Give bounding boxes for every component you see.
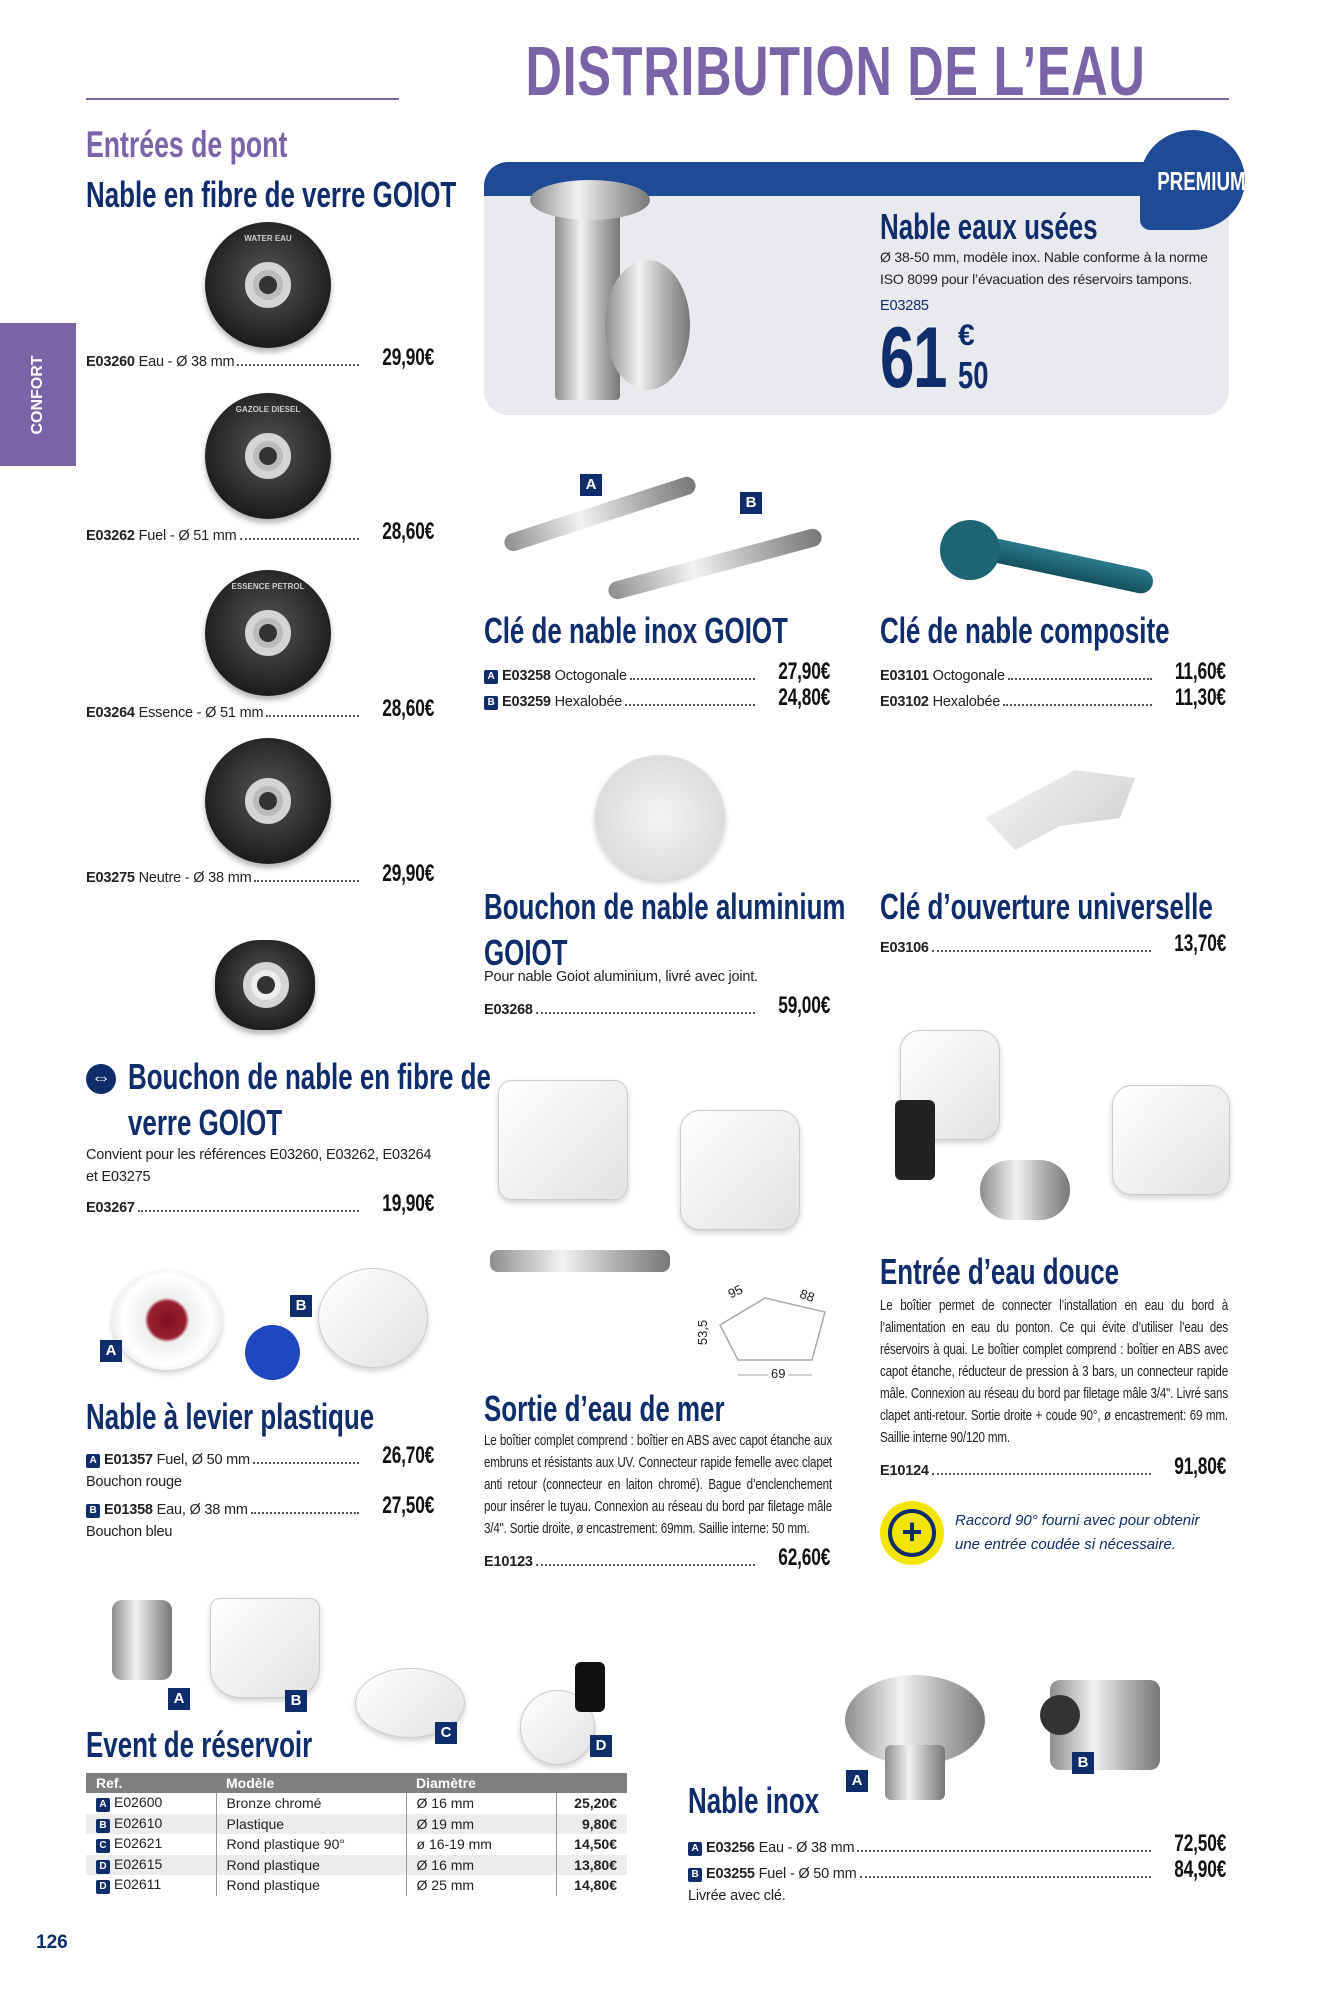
product-image-nable-eau bbox=[205, 222, 331, 348]
product-code: E03106 bbox=[880, 940, 929, 956]
letter-badge: B bbox=[688, 1868, 702, 1882]
product-title: Sortie d’eau de mer bbox=[484, 1388, 725, 1429]
product-desc: Le boîtier permet de connecter l’installation en eau du bord à l’alimentation en eau du ponton. Ce qui évite d’utiliser l’eau des réservoirs à quai. Le boîtier complet comprend : boîtier en ABS avec capot étanche, réducteur de pression à 3 bars, un connecteur rapide mâle. Connexion au réseau du bord par filetage mâle 3/4". Livré sans clapet anti-retour. Sortie droite + coude 90°, ø encastrement: 69 mm. Saillie interne 90/120 mm. bbox=[880, 1298, 1228, 1446]
image-marking: GAZOLE DIESEL bbox=[235, 405, 301, 414]
product-code: E10124 bbox=[880, 1463, 929, 1479]
product-title: Nable en fibre de verre GOIOT bbox=[86, 174, 457, 215]
model: Rond plastique bbox=[216, 1875, 406, 1896]
product-image-cle-inox-b bbox=[606, 527, 823, 601]
col-header-model: Modèle bbox=[216, 1773, 406, 1793]
label-b: B bbox=[290, 1295, 312, 1317]
price-line bbox=[688, 1858, 1226, 1882]
model: Rond plastique bbox=[216, 1855, 406, 1876]
product-code: E03256 bbox=[706, 1840, 755, 1856]
price: 24,80€ bbox=[778, 684, 830, 711]
product-title: Clé d’ouverture universelle bbox=[880, 886, 1213, 927]
table-row bbox=[86, 1855, 627, 1876]
price: 26,70€ bbox=[382, 1442, 434, 1469]
table-row bbox=[86, 1814, 627, 1835]
product-desc: Le boîtier complet comprend : boîtier en ABS avec capot étanche aux embruns et résistants aux UV. Connecteur rapide femelle avec clapet anti retour (connecteur en laiton chromé). Bague d’enclenchement pour insérer le tuyau. Connexion au réseau du bord par filetage mâle 3/4". Sortie droite, ø encastrement: 69mm. Saillie interne: 50 mm. bbox=[484, 1433, 832, 1537]
dim-label: 69 bbox=[768, 1366, 788, 1381]
label-b: B bbox=[740, 492, 762, 514]
letter-badge: D bbox=[96, 1880, 110, 1894]
product-note: Bouchon bleu bbox=[86, 1524, 173, 1540]
price: 91,80€ bbox=[1174, 1453, 1226, 1480]
model: Bronze chromé bbox=[216, 1793, 406, 1814]
product-desc: Octogonale bbox=[554, 668, 627, 684]
entree-douce-block bbox=[880, 1253, 1228, 1565]
price: 62,60€ bbox=[778, 1544, 830, 1571]
letter-badge: D bbox=[96, 1860, 110, 1874]
header-rule-left bbox=[86, 98, 399, 100]
product-note: Livrée avec clé. bbox=[688, 1888, 786, 1904]
price-decimals: 50 bbox=[958, 355, 989, 397]
diameter: ø 16-19 mm bbox=[406, 1834, 556, 1855]
price: 11,30€ bbox=[1174, 684, 1226, 711]
label-a: A bbox=[100, 1340, 122, 1362]
price: 59,00€ bbox=[778, 992, 830, 1019]
image-marking: WATER EAU bbox=[244, 234, 292, 243]
col-header-ref: Ref. bbox=[86, 1773, 216, 1793]
label-b: B bbox=[1072, 1752, 1094, 1774]
price: 13,80€ bbox=[556, 1855, 627, 1876]
product-image-sortie-pieces bbox=[490, 1250, 670, 1272]
price-line bbox=[484, 660, 830, 684]
price: 14,80€ bbox=[574, 1877, 617, 1894]
page-title: DISTRIBUTION DE L’EAU bbox=[525, 32, 1146, 110]
table-row bbox=[86, 1834, 627, 1855]
product-desc: Ø 38-50 mm, modèle inox. Nable conforme à la norme ISO 8099 pour l’évacuation des réservoirs tampons. bbox=[880, 249, 1208, 287]
price: 28,60€ bbox=[382, 518, 434, 545]
price: 29,90€ bbox=[382, 344, 434, 371]
product-title-line2: verre GOIOT bbox=[128, 1102, 283, 1143]
table-row bbox=[86, 1793, 627, 1814]
product-code: E03255 bbox=[706, 1866, 755, 1882]
sortie-mer-block bbox=[484, 1390, 832, 1570]
price-line bbox=[880, 660, 1226, 684]
price-currency: € bbox=[958, 319, 975, 352]
product-desc: Fuel - Ø 50 mm bbox=[758, 1866, 857, 1882]
model: Rond plastique 90° bbox=[216, 1834, 406, 1855]
product-image-entree-capot bbox=[1112, 1085, 1230, 1195]
product-image-nable-fuel bbox=[205, 393, 331, 519]
price-line bbox=[86, 1494, 434, 1518]
ref: E02610 bbox=[114, 1814, 163, 1831]
product-title: Bouchon de nable en fibre de bbox=[128, 1056, 491, 1097]
ref: E02611 bbox=[114, 1876, 162, 1893]
product-code: E03262 bbox=[86, 528, 135, 544]
product-code: E03258 bbox=[502, 668, 551, 684]
product-code: E03264 bbox=[86, 705, 135, 721]
product-image-entree-coude bbox=[980, 1160, 1070, 1220]
letter-badge: B bbox=[484, 696, 498, 710]
label-b: B bbox=[285, 1690, 307, 1712]
product-image-levier-a bbox=[112, 1270, 222, 1370]
image-marking: ESSENCE PETROL bbox=[231, 582, 305, 591]
product-image-event-b bbox=[210, 1598, 320, 1698]
product-desc: Essence - Ø 51 mm bbox=[138, 705, 264, 721]
label-c: C bbox=[435, 1722, 457, 1744]
letter-badge: A bbox=[86, 1454, 100, 1468]
letter-badge: A bbox=[688, 1842, 702, 1856]
product-desc: Pour nable Goiot aluminium, livré avec joint. bbox=[484, 969, 758, 985]
product-title: Nable eaux usées bbox=[880, 206, 1098, 247]
product-title: Clé de nable composite bbox=[880, 610, 1170, 651]
product-desc: Neutre - Ø 38 mm bbox=[138, 870, 252, 886]
letter-badge: A bbox=[484, 670, 498, 684]
product-desc: Hexalobée bbox=[554, 694, 623, 710]
dim-label: 53,5 bbox=[695, 1319, 711, 1346]
side-tab-label: CONFORT bbox=[29, 355, 46, 435]
product-image-cle-universelle bbox=[985, 770, 1135, 850]
price-line bbox=[86, 520, 434, 544]
price: 11,60€ bbox=[1174, 658, 1226, 685]
product-desc: Hexalobée bbox=[932, 694, 1001, 710]
price-line bbox=[86, 862, 434, 886]
dim-label: 88 bbox=[797, 1285, 817, 1306]
plus-circle-icon: + bbox=[880, 1501, 944, 1565]
product-code: E01358 bbox=[104, 1502, 153, 1518]
event-table bbox=[86, 1773, 627, 1896]
product-code: E03267 bbox=[86, 1200, 135, 1216]
col-header-diam: Diamètre bbox=[406, 1773, 556, 1793]
price-line bbox=[86, 697, 434, 721]
product-code: E03259 bbox=[502, 694, 551, 710]
product-image-nable-inox-a-body bbox=[885, 1745, 945, 1800]
price: 19,90€ bbox=[382, 1190, 434, 1217]
product-title: Event de réservoir bbox=[86, 1724, 313, 1765]
label-d: D bbox=[590, 1735, 612, 1757]
arrow-circle-icon: ⇔ bbox=[86, 1064, 116, 1094]
price: 13,70€ bbox=[1174, 930, 1226, 957]
product-image-bouchon bbox=[215, 940, 315, 1030]
product-title: Nable à levier plastique bbox=[86, 1396, 375, 1437]
label-a: A bbox=[846, 1770, 868, 1792]
product-code: E03101 bbox=[880, 668, 929, 684]
price-line bbox=[86, 346, 434, 370]
price-integer: 61 bbox=[880, 310, 947, 406]
product-image-nable-inox-b-cap bbox=[1040, 1695, 1080, 1735]
price: 27,50€ bbox=[382, 1492, 434, 1519]
product-code: E03260 bbox=[86, 354, 135, 370]
price-line bbox=[880, 686, 1226, 710]
side-tab-confort[interactable] bbox=[0, 323, 76, 466]
product-image-nable-essence bbox=[205, 570, 331, 696]
product-code: E03275 bbox=[86, 870, 135, 886]
product-desc: Eau, Ø 38 mm bbox=[156, 1502, 248, 1518]
product-title: Entrée d’eau douce bbox=[880, 1251, 1120, 1292]
premium-badge-label: PREMIUM bbox=[1157, 166, 1246, 196]
price: 84,90€ bbox=[1174, 1856, 1226, 1883]
product-code: E01357 bbox=[104, 1452, 153, 1468]
diameter: Ø 25 mm bbox=[406, 1875, 556, 1896]
product-desc: Eau - Ø 38 mm bbox=[138, 354, 235, 370]
price-line bbox=[484, 686, 830, 710]
product-code: E03285 bbox=[880, 298, 929, 314]
letter-badge: B bbox=[96, 1819, 110, 1833]
price-line bbox=[86, 1192, 434, 1216]
price: 27,90€ bbox=[778, 658, 830, 685]
info-note-line2: une entrée coudée si nécessaire. bbox=[955, 1536, 1176, 1553]
section-heading: Entrées de pont bbox=[86, 124, 288, 165]
product-desc: Octogonale bbox=[932, 668, 1005, 684]
diameter: Ø 16 mm bbox=[406, 1793, 556, 1814]
page-number: 126 bbox=[36, 1932, 68, 1953]
diameter: Ø 19 mm bbox=[406, 1814, 556, 1835]
product-image-nable-neutre bbox=[205, 738, 331, 864]
price-line bbox=[484, 994, 830, 1018]
product-image-sortie-capot bbox=[680, 1110, 800, 1230]
table-row bbox=[86, 1875, 627, 1896]
price-line bbox=[484, 1546, 830, 1570]
ref: E02600 bbox=[114, 1794, 163, 1811]
product-image-levier-b bbox=[318, 1268, 428, 1368]
col-header-price bbox=[556, 1773, 627, 1793]
product-code: E10123 bbox=[484, 1554, 533, 1570]
product-desc: Convient pour les références E03260, E03262, E03264 et E03275 bbox=[86, 1147, 432, 1185]
price-line bbox=[86, 1444, 434, 1468]
product-title: Nable inox bbox=[688, 1780, 820, 1821]
product-image-sortie-boitier bbox=[498, 1080, 628, 1200]
big-price bbox=[880, 310, 1010, 406]
price-line bbox=[880, 932, 1226, 956]
product-desc: Fuel - Ø 51 mm bbox=[138, 528, 237, 544]
product-image-nable-cap bbox=[605, 260, 690, 390]
product-code: E03102 bbox=[880, 694, 929, 710]
product-image-event-d-pipe bbox=[575, 1662, 605, 1712]
price: 29,90€ bbox=[382, 860, 434, 887]
ref: E02615 bbox=[114, 1855, 163, 1872]
label-a: A bbox=[580, 474, 602, 496]
product-image-cle-composite-head bbox=[940, 520, 1000, 580]
letter-badge: C bbox=[96, 1839, 110, 1853]
product-title: Clé de nable inox GOIOT bbox=[484, 610, 788, 651]
product-desc: Fuel, Ø 50 mm bbox=[156, 1452, 250, 1468]
product-image-bouchon-alu bbox=[595, 755, 725, 880]
product-image-levier-b-cap bbox=[245, 1325, 300, 1380]
product-code: E03268 bbox=[484, 1002, 533, 1018]
letter-badge: A bbox=[96, 1798, 110, 1812]
product-image-nable-flange bbox=[530, 180, 650, 220]
price: 72,50€ bbox=[1174, 1830, 1226, 1857]
product-image-entree-connecteur bbox=[895, 1100, 935, 1180]
price: 9,80€ bbox=[556, 1814, 627, 1835]
ref: E02621 bbox=[114, 1835, 163, 1852]
dim-label: 95 bbox=[725, 1281, 745, 1302]
diameter: Ø 16 mm bbox=[406, 1855, 556, 1876]
product-title-line2: GOIOT bbox=[484, 932, 568, 973]
info-note-line1: Raccord 90° fourni avec pour obtenir bbox=[955, 1512, 1200, 1529]
price: 25,20€ bbox=[574, 1795, 617, 1812]
product-image-event-a bbox=[112, 1600, 172, 1680]
label-a: A bbox=[168, 1688, 190, 1710]
price: 28,60€ bbox=[382, 695, 434, 722]
product-desc: Eau - Ø 38 mm bbox=[758, 1840, 855, 1856]
product-note: Bouchon rouge bbox=[86, 1474, 182, 1490]
price-line bbox=[880, 1455, 1226, 1479]
model: Plastique bbox=[216, 1814, 406, 1835]
letter-badge: B bbox=[86, 1504, 100, 1518]
product-title: Bouchon de nable aluminium bbox=[484, 886, 846, 927]
price: 14,50€ bbox=[574, 1836, 617, 1853]
price-line bbox=[688, 1832, 1226, 1856]
